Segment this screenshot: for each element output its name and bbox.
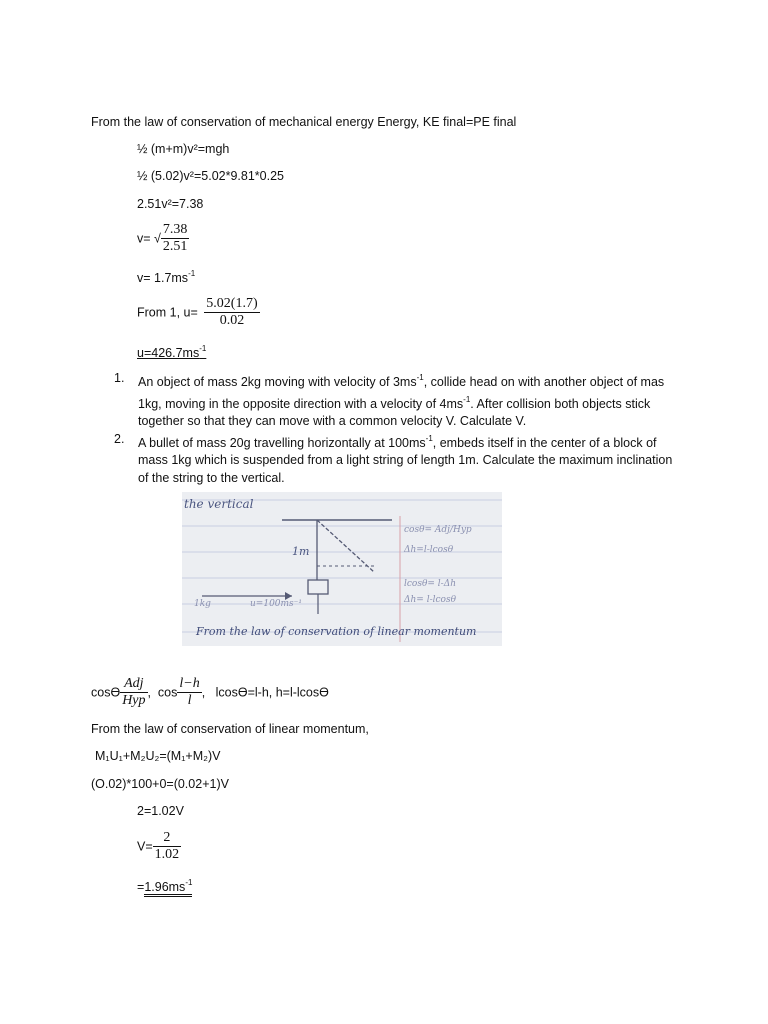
final-answer-equals: =	[137, 880, 145, 895]
question-2-number: 2.	[114, 431, 125, 446]
u-result	[137, 342, 206, 361]
photo-cos-line-1: cosθ= Adj/Hyp	[404, 525, 472, 535]
photo-top-note: the vertical	[184, 497, 254, 511]
final-answer-exponent: -1	[185, 878, 193, 887]
velocity-fraction	[161, 222, 190, 255]
photo-cos-line-3: lcosθ= l-Δh	[404, 579, 456, 589]
final-velocity-prefix: V=	[137, 839, 153, 854]
question-1	[114, 370, 684, 431]
momentum-equation-2: (O.02)*100+0=(0.02+1)V	[91, 777, 229, 791]
velocity-sqrt-equation	[137, 222, 189, 255]
velocity-denominator: 2.51	[162, 239, 188, 254]
cos-fraction-1	[120, 676, 147, 709]
velocity-prefix: v= √	[137, 231, 161, 246]
question-2-text-a: A bullet of mass 20g travelling horizontally at 100ms	[138, 435, 426, 450]
momentum-heading: From the law of conservation of linear momentum,	[91, 722, 369, 736]
cos-prefix: cosϴ	[91, 685, 121, 700]
final-velocity-equation	[137, 830, 181, 863]
handwritten-diagram-photo	[182, 492, 502, 646]
u-equation	[137, 296, 260, 329]
ke-equation-1: ½ (m+m)v²=mgh	[137, 142, 230, 156]
question-1-text-a: An object of mass 2kg moving with velocity of 3ms	[138, 375, 417, 390]
question-1-exp-a: -1	[416, 373, 424, 382]
ke-equation-3: 2.51v²=7.38	[137, 197, 204, 211]
photo-mass-label: 1kg	[194, 599, 211, 609]
ke-equation-2: ½ (5.02)v²=5.02*9.81*0.25	[137, 169, 284, 183]
question-2	[114, 431, 684, 488]
question-1-exp-b: -1	[463, 394, 471, 404]
final-velocity-denominator: 1.02	[154, 847, 180, 862]
final-velocity-numerator: 2	[163, 830, 171, 845]
velocity-numerator: 7.38	[162, 222, 188, 237]
velocity-result-text: v= 1.7ms	[137, 271, 189, 286]
u-numerator: 5.02(1.7)	[206, 296, 258, 311]
velocity-result	[137, 267, 195, 286]
cos-fraction-2-den: l	[177, 692, 201, 709]
question-2-text-b: , embeds itself in the center of a block of mass 1kg which is suspended from a light string of length 1m. Calculate the maximum inclination of the string to the vertical.	[138, 435, 673, 485]
photo-bottom-note: From the law of conservation of linear momentum	[196, 625, 477, 638]
photo-cos-line-4: Δh= l-lcosθ	[404, 595, 456, 605]
cos-fraction-1-den: Hyp	[122, 693, 146, 708]
question-2-exp: -1	[425, 433, 433, 443]
intro-line: From the law of conservation of mechanical energy Energy, KE final=PE final	[91, 115, 517, 129]
photo-cos-line-2: Δh=l-lcosθ	[404, 545, 454, 555]
momentum-equation-3: 2=1.02V	[137, 804, 184, 818]
photo-speed-label: u=100ms⁻¹	[250, 599, 303, 609]
handwritten-diagram-sketch	[182, 492, 502, 646]
u-fraction	[204, 296, 259, 329]
cosine-relations-line	[91, 676, 329, 709]
u-result-exponent: -1	[199, 344, 207, 353]
question-list	[114, 370, 684, 487]
momentum-equation-1: M₁U₁+M₂U₂=(M₁+M₂)V	[95, 749, 221, 763]
question-1-text-b: , collide head on with another object of mas 1kg, moving in the opposite direction with a velocity of 4ms	[138, 375, 665, 411]
cos-fraction-2-num: l−h	[179, 676, 200, 691]
final-velocity-fraction	[153, 830, 182, 863]
cos-mid: , cos	[147, 685, 178, 700]
velocity-result-exponent: -1	[188, 269, 196, 278]
u-result-text: $u=426.7ms^{-1}$	[137, 344, 207, 361]
u-denominator: 0.02	[204, 312, 259, 329]
cos-fraction-2	[177, 676, 201, 709]
question-1-number: 1.	[114, 371, 125, 385]
photo-length-label: 1m	[292, 545, 310, 558]
final-answer-value: $1.96ms^{-1}$	[144, 880, 192, 897]
cos-tail: , lcosϴ=l-h, h=l-lcosϴ	[201, 685, 329, 700]
final-answer	[137, 876, 192, 895]
question-1-text-c: . After collision both objects stick together so that they can move with a common velocity V. Calculate V.	[138, 396, 651, 429]
cos-fraction-1-num: Adj	[124, 676, 144, 691]
u-prefix: From 1, u=	[137, 305, 198, 320]
